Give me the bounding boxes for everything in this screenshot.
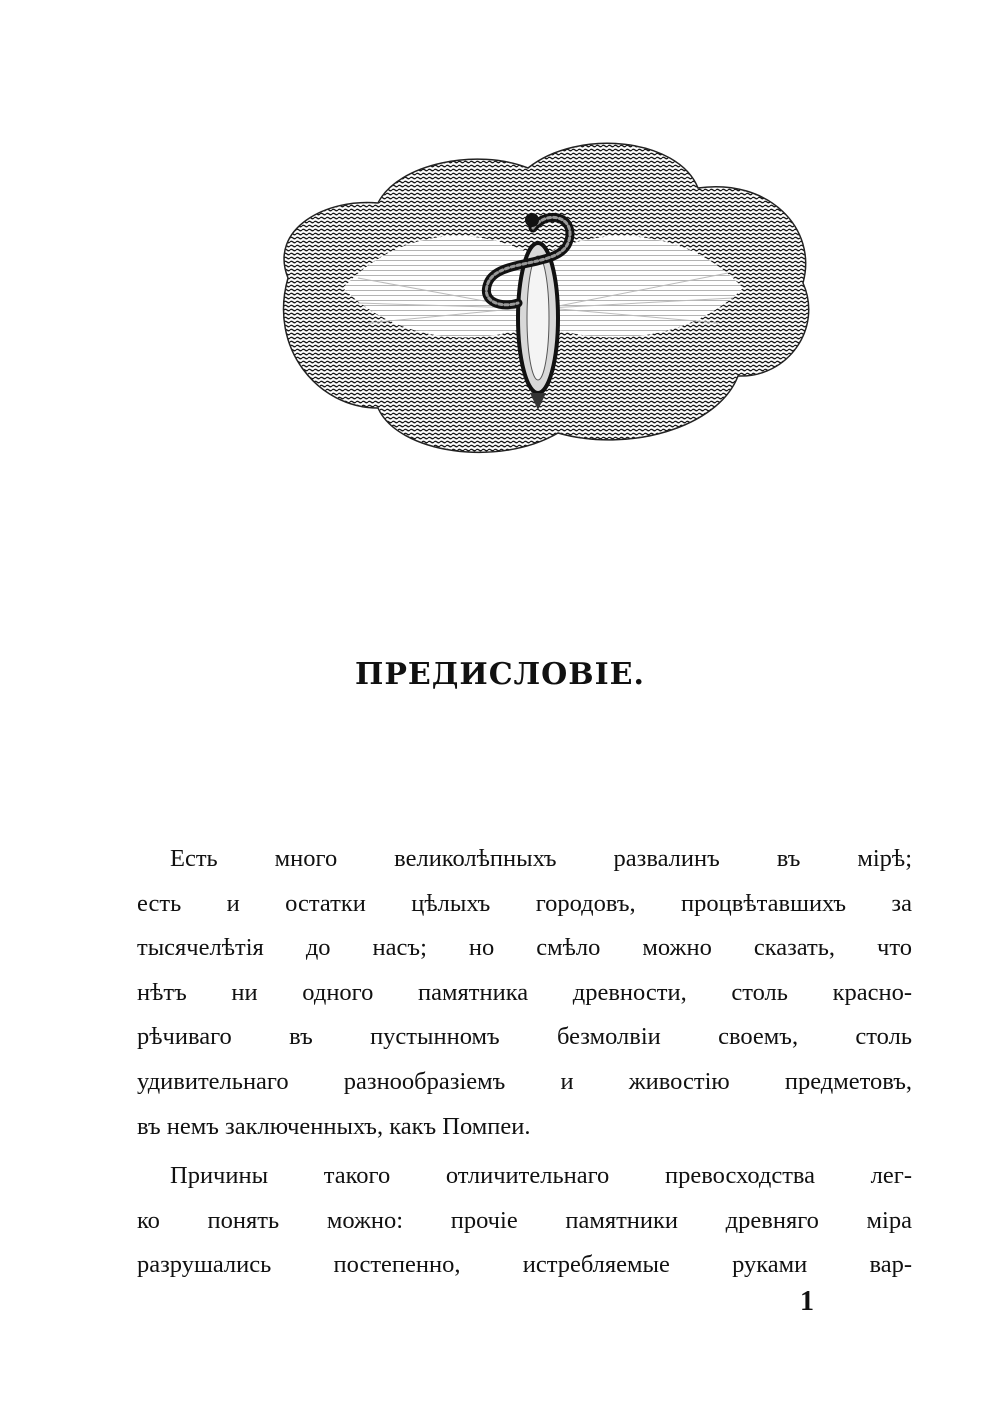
text-line: тысячелѣтія до насъ; но смѣло можно сказать, что	[137, 934, 912, 962]
serpent-mirror-clouds-icon	[248, 108, 828, 478]
body-text	[137, 837, 912, 1288]
page-number: 1	[800, 1286, 814, 1317]
text-line: удивительнаго разнообразіемъ и живостію предметовъ,	[137, 1067, 912, 1095]
text-line: ко понять можно: прочіе памятники древняго міра	[137, 1206, 912, 1234]
paragraph	[137, 837, 912, 1149]
text-line: въ немъ заключенныхъ, какъ Помпеи.	[137, 1112, 531, 1140]
paragraph	[137, 1154, 912, 1288]
text-line: есть и остатки цѣлыхъ городовъ, процвѣтавшихъ за	[137, 889, 912, 917]
vignette-illustration	[248, 108, 828, 478]
text-line: разрушались постепенно, истребляемые руками вар-	[137, 1251, 912, 1279]
text-line: Есть много великолѣпныхъ развалинъ въ мірѣ;	[170, 845, 912, 872]
page-title: ПРЕДИСЛОВІЕ.	[354, 657, 645, 692]
text-line: Причины такого отличительнаго превосходства лег-	[170, 1162, 912, 1190]
text-line: нѣтъ ни одного памятника древности, столь красно-	[137, 978, 912, 1006]
text-line: рѣчиваго въ пустынномъ безмолвіи своемъ, столь	[137, 1023, 912, 1051]
